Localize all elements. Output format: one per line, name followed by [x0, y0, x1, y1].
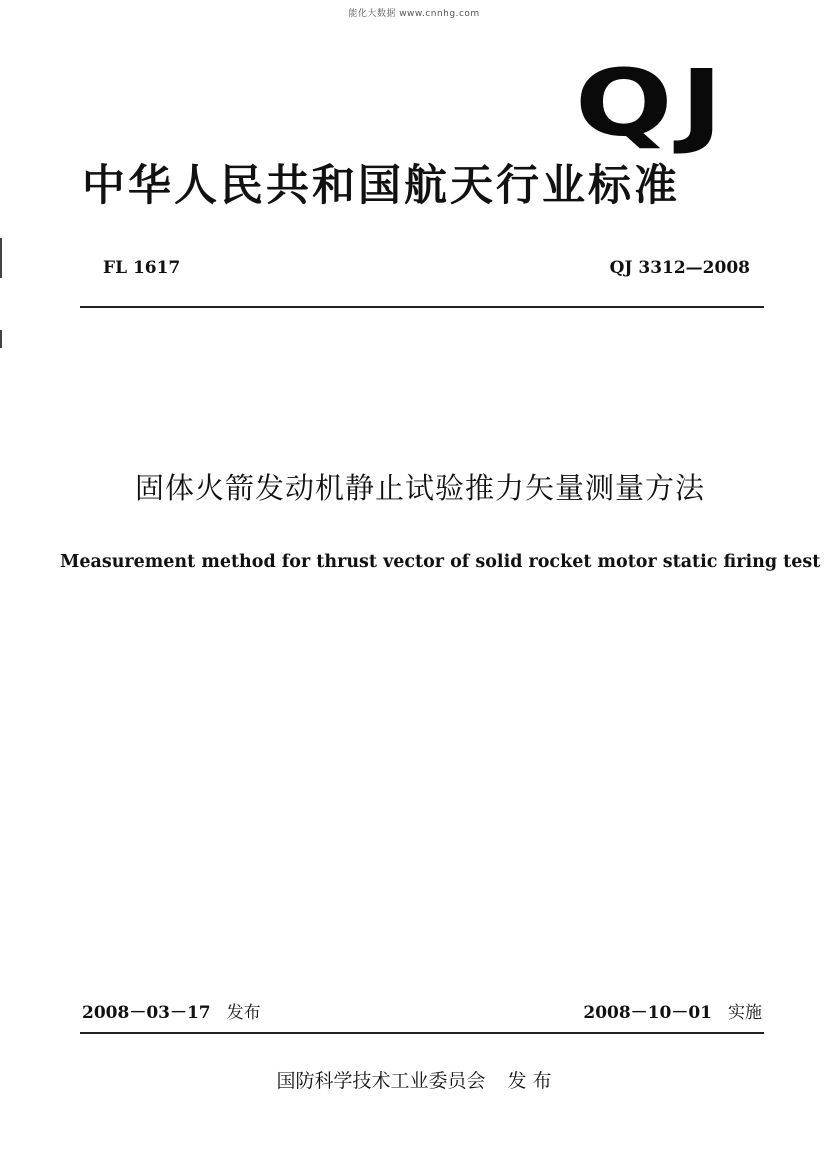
document-title-en: Measurement method for thrust vector of solid rocket motor static firing test — [60, 552, 821, 572]
implementation-label: 实施 — [728, 1003, 762, 1023]
top-divider — [80, 306, 764, 308]
bottom-divider — [80, 1032, 764, 1034]
standard-title: 中华人民共和国航天行业标准 — [82, 161, 680, 211]
publisher-name: 国防科学技术工业委员会 — [276, 1070, 486, 1092]
document-title-zh: 固体火箭发动机静止试验推力矢量测量方法 — [134, 471, 705, 505]
publisher-line — [0, 1066, 828, 1093]
standard-number: QJ 3312—2008 — [609, 258, 750, 278]
issue-date: 2008－03－17 — [82, 1003, 211, 1023]
qj-logo: QJ — [574, 50, 730, 157]
implementation-line — [583, 998, 762, 1023]
scan-edge-mark — [0, 238, 2, 278]
scan-edge-mark — [0, 330, 2, 348]
publisher-label: 发 布 — [507, 1070, 552, 1092]
fl-code: FL 1617 — [103, 258, 181, 278]
implementation-date: 2008－10－01 — [583, 1003, 712, 1023]
watermark: 能化大数据 www.cnnhg.com — [348, 9, 480, 19]
issue-label: 发布 — [226, 1003, 261, 1023]
issue-line — [82, 998, 261, 1023]
